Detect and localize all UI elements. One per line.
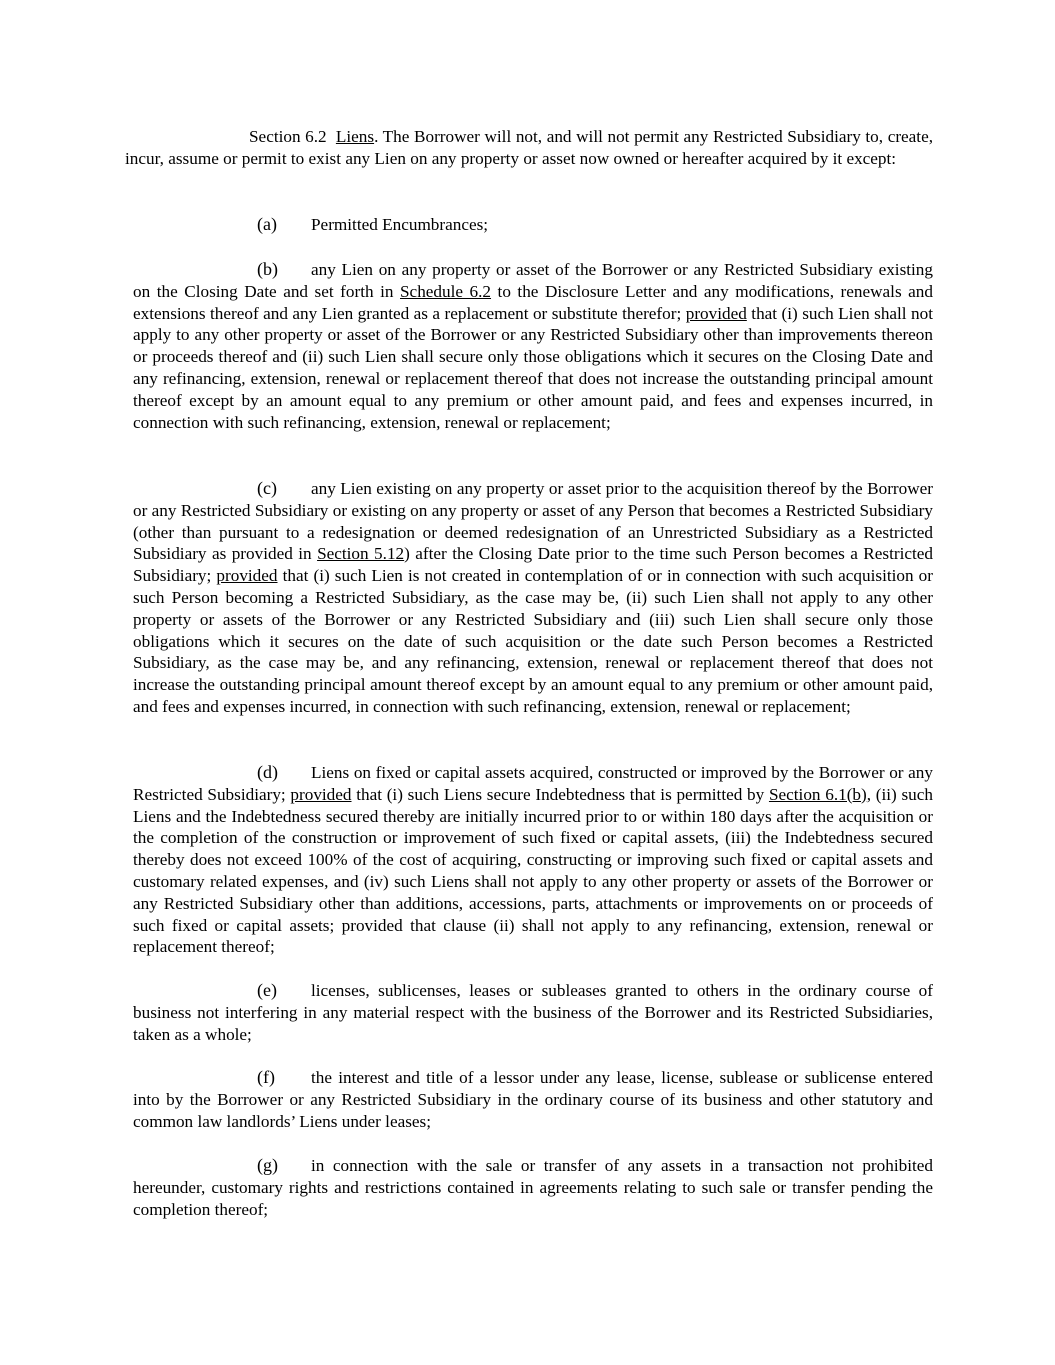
clause-d-text-1: Liens on fixed or capital assets acquired, constructed or improved by the Borrower or any Restricted Subsidiary; [133,763,933,804]
section-intro-text: . The Borrower will not, and will not permit any Restricted Subsidiary to, create, incur, assume or permit to exist any Lien on any property or asset now owned or hereafter acquired by it except: [125,127,933,168]
clause-c-provided: provided [216,566,278,586]
clause-b [133,259,933,433]
clause-g [133,1155,933,1220]
clause-g-text: in connection with the sale or transfer of any assets in a transaction not prohibited hereunder, customary rights and restrictions contained in agreements relating to such sale or transfer pending the completion thereof; [133,1156,933,1219]
clause-b-label: (b) [257,259,278,279]
clause-c-section-reference: Section 5.12 [317,544,405,564]
clause-c-text-3: that (i) such Lien is not created in contemplation of or in connection with such acquisition or such Person becoming a Restricted Subsidiary, as the case may be, (ii) such Lien shall not apply to any other property or assets of the Borrower or any Restricted Subsidiary and (iii) such Lien shall secure only those obligations which it secures on the date of such acquisition or the date such Person becomes a Restricted Subsidiary, as the case may be, and any refinancing, extension, renewal or replacement thereof that does not increase the outstanding principal amount thereof except by an amount equal to any premium or other amount paid, and fees and expenses incurred, in connection with such refinancing, extension, renewal or replacement; [133,566,933,716]
clause-b-text-2: to the Disclosure Letter and any modifications, renewals and extensions thereof and any Lien granted as a replacement or substitute therefor; [133,281,933,323]
clause-e-text: licenses, sublicenses, leases or subleases granted to others in the ordinary course of business not interfering in any material respect with the business of the Borrower and its Restricted Subsidiaries, taken as a whole; [133,981,933,1044]
clause-d-label: (d) [257,762,278,782]
clause-e-label: (e) [257,980,277,1000]
section-number: Section 6.2 [249,127,327,146]
clause-a-label: (a) [257,214,277,234]
section-title: Liens [335,127,375,146]
clause-c-text-2: ) after the Closing Date prior to the time such Person becomes a Restricted Subsidiary; [133,544,933,586]
clause-d-text-3: , (ii) such Liens and the Indebtedness secured thereby are initially incurred prior to or within 180 days after the acquisition or the completion of the construction or improvement of such fixed or capital assets, (iii) the Indebtedness secured thereby does not exceed 100% of the cost of acquiring, constructing or improving such fixed or capital assets and customary related expenses, and (iv) such Liens shall not apply to any other property or assets of the Borrower or any Restricted Subsidiary other than additions, accessions, parts, attachments or improvements on or proceeds of such fixed or capital assets; provided that clause (ii) shall not apply to any refinancing, extension, renewal or replacement thereof; [133,784,933,957]
clause-c-label: (c) [257,478,277,498]
clause-b-text-3: that (i) such Lien shall not apply to any other property or asset of the Borrower or any Restricted Subsidiary other than improvements thereon or proceeds thereof and (ii) such Lien shall secure only those obligations which it secures on the Closing Date and any refinancing, extension, renewal or replacement thereof that does not increase the outstanding principal amount thereof except by an amount equal to any premium or other amount paid, and fees and expenses incurred, in connection with such refinancing, extension, renewal or replacement; [133,303,934,432]
clause-d [133,762,933,958]
clause-f [133,1067,933,1132]
clause-d-section-reference: Section 6.1(b) [768,784,867,804]
clause-b-provided: provided [685,303,747,323]
clause-g-label: (g) [257,1155,278,1175]
section-intro-paragraph [125,126,933,170]
clause-e [133,980,933,1045]
clause-b-schedule-reference: Schedule 6.2 [400,281,492,301]
clause-d-text-2: that (i) such Liens secure Indebtedness that is permitted by [351,784,769,804]
clause-f-label: (f) [257,1067,275,1087]
clause-c [133,478,933,718]
clause-a [133,214,933,236]
clause-b-text-1: any Lien on any property or asset of the Borrower or any Restricted Subsidiary existing on the Closing Date and set forth in [133,260,933,301]
clause-c-text-1: any Lien existing on any property or asset prior to the acquisition thereof by the Borrower or any Restricted Subsidiary or existing on any property or asset of any Person that becomes a Restricted Subsidiary (other than pursuant to a redesignation or deemed redesignation of an Unrestricted Subsidiary as a Restricted Subsidiary as provided in [133,479,933,564]
clause-f-text: the interest and title of a lessor under any lease, license, sublease or sublicense entered into by the Borrower or any Restricted Subsidiary in the ordinary course of its business and other statutory and common law landlords’ Liens under leases; [133,1068,933,1131]
clause-d-provided: provided [290,784,352,804]
clause-a-text: Permitted Encumbrances; [311,215,489,234]
